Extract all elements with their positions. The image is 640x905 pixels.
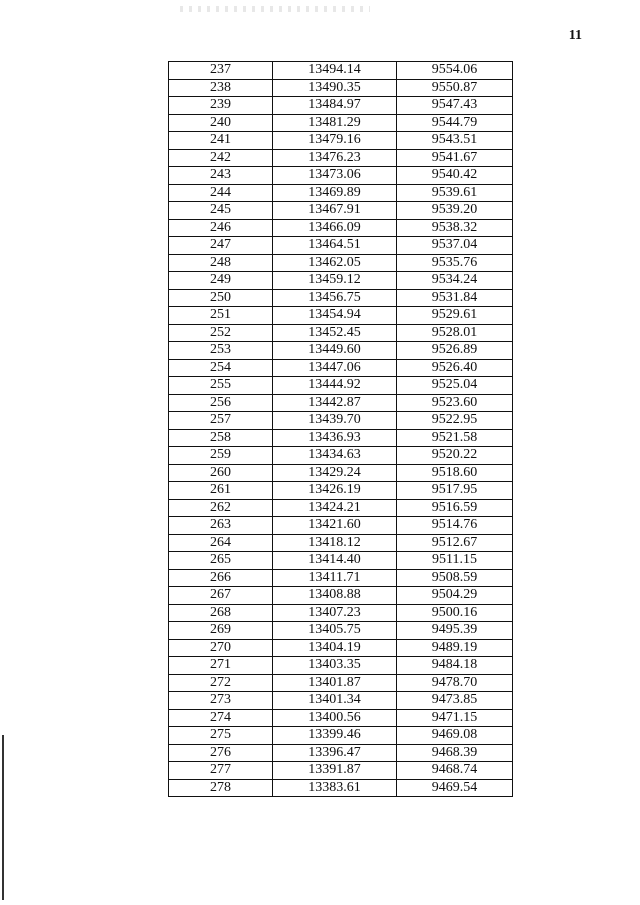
- y-coordinate-cell: 9522.95: [397, 412, 513, 430]
- point-number-cell: 261: [169, 482, 273, 500]
- x-coordinate-cell: 13414.40: [273, 552, 397, 570]
- y-coordinate-cell: 9547.43: [397, 97, 513, 115]
- y-coordinate-cell: 9516.59: [397, 499, 513, 517]
- point-number-cell: 264: [169, 534, 273, 552]
- table-row: [169, 394, 513, 412]
- page-number: 11: [568, 28, 582, 43]
- point-number-cell: 242: [169, 149, 273, 167]
- table-row: [169, 219, 513, 237]
- x-coordinate-cell: 13479.16: [273, 132, 397, 150]
- point-number-cell: 258: [169, 429, 273, 447]
- point-number-cell: 257: [169, 412, 273, 430]
- x-coordinate-cell: 13400.56: [273, 709, 397, 727]
- table-row: [169, 692, 513, 710]
- table-row: [169, 499, 513, 517]
- y-coordinate-cell: 9541.67: [397, 149, 513, 167]
- table-row: [169, 359, 513, 377]
- point-number-cell: 277: [169, 762, 273, 780]
- y-coordinate-cell: 9539.20: [397, 202, 513, 220]
- y-coordinate-cell: 9539.61: [397, 184, 513, 202]
- y-coordinate-cell: 9521.58: [397, 429, 513, 447]
- y-coordinate-cell: 9520.22: [397, 447, 513, 465]
- y-coordinate-cell: 9514.76: [397, 517, 513, 535]
- y-coordinate-cell: 9511.15: [397, 552, 513, 570]
- x-coordinate-cell: 13421.60: [273, 517, 397, 535]
- table-row: [169, 779, 513, 797]
- y-coordinate-cell: 9528.01: [397, 324, 513, 342]
- point-number-cell: 253: [169, 342, 273, 360]
- x-coordinate-cell: 13444.92: [273, 377, 397, 395]
- point-number-cell: 251: [169, 307, 273, 325]
- point-number-cell: 270: [169, 639, 273, 657]
- table-row: [169, 167, 513, 185]
- point-number-cell: 250: [169, 289, 273, 307]
- point-number-cell: 252: [169, 324, 273, 342]
- scan-edge-line: [2, 735, 4, 900]
- table-row: [169, 657, 513, 675]
- y-coordinate-cell: 9526.40: [397, 359, 513, 377]
- point-number-cell: 267: [169, 587, 273, 605]
- point-number-cell: 238: [169, 79, 273, 97]
- point-number-cell: 266: [169, 569, 273, 587]
- point-number-cell: 260: [169, 464, 273, 482]
- x-coordinate-cell: 13411.71: [273, 569, 397, 587]
- x-coordinate-cell: 13404.19: [273, 639, 397, 657]
- point-number-cell: 262: [169, 499, 273, 517]
- coordinate-table: [168, 61, 513, 797]
- y-coordinate-cell: 9544.79: [397, 114, 513, 132]
- y-coordinate-cell: 9468.74: [397, 762, 513, 780]
- scan-artifact: [180, 6, 370, 12]
- table-row: [169, 762, 513, 780]
- point-number-cell: 268: [169, 604, 273, 622]
- x-coordinate-cell: 13469.89: [273, 184, 397, 202]
- point-number-cell: 249: [169, 272, 273, 290]
- x-coordinate-cell: 13464.51: [273, 237, 397, 255]
- x-coordinate-cell: 13434.63: [273, 447, 397, 465]
- table-row: [169, 429, 513, 447]
- y-coordinate-cell: 9512.67: [397, 534, 513, 552]
- table-row: [169, 114, 513, 132]
- point-number-cell: 263: [169, 517, 273, 535]
- y-coordinate-cell: 9518.60: [397, 464, 513, 482]
- x-coordinate-cell: 13447.06: [273, 359, 397, 377]
- y-coordinate-cell: 9543.51: [397, 132, 513, 150]
- x-coordinate-cell: 13481.29: [273, 114, 397, 132]
- table-row: [169, 517, 513, 535]
- y-coordinate-cell: 9484.18: [397, 657, 513, 675]
- x-coordinate-cell: 13452.45: [273, 324, 397, 342]
- y-coordinate-cell: 9550.87: [397, 79, 513, 97]
- table-row: [169, 604, 513, 622]
- point-number-cell: 265: [169, 552, 273, 570]
- table-row: [169, 324, 513, 342]
- y-coordinate-cell: 9534.24: [397, 272, 513, 290]
- y-coordinate-cell: 9523.60: [397, 394, 513, 412]
- table-row: [169, 412, 513, 430]
- y-coordinate-cell: 9478.70: [397, 674, 513, 692]
- x-coordinate-cell: 13467.91: [273, 202, 397, 220]
- table-row: [169, 62, 513, 80]
- y-coordinate-cell: 9489.19: [397, 639, 513, 657]
- point-number-cell: 246: [169, 219, 273, 237]
- x-coordinate-cell: 13473.06: [273, 167, 397, 185]
- table-row: [169, 587, 513, 605]
- y-coordinate-cell: 9468.39: [397, 744, 513, 762]
- y-coordinate-cell: 9495.39: [397, 622, 513, 640]
- x-coordinate-cell: 13391.87: [273, 762, 397, 780]
- point-number-cell: 244: [169, 184, 273, 202]
- point-number-cell: 259: [169, 447, 273, 465]
- x-coordinate-cell: 13449.60: [273, 342, 397, 360]
- point-number-cell: 273: [169, 692, 273, 710]
- x-coordinate-cell: 13418.12: [273, 534, 397, 552]
- x-coordinate-cell: 13426.19: [273, 482, 397, 500]
- y-coordinate-cell: 9517.95: [397, 482, 513, 500]
- table-row: [169, 289, 513, 307]
- x-coordinate-cell: 13442.87: [273, 394, 397, 412]
- x-coordinate-cell: 13459.12: [273, 272, 397, 290]
- point-number-cell: 255: [169, 377, 273, 395]
- y-coordinate-cell: 9469.08: [397, 727, 513, 745]
- x-coordinate-cell: 13405.75: [273, 622, 397, 640]
- x-coordinate-cell: 13401.34: [273, 692, 397, 710]
- table-row: [169, 482, 513, 500]
- point-number-cell: 237: [169, 62, 273, 80]
- y-coordinate-cell: 9508.59: [397, 569, 513, 587]
- point-number-cell: 248: [169, 254, 273, 272]
- table-row: [169, 377, 513, 395]
- table-row: [169, 307, 513, 325]
- coordinate-table-body: [169, 62, 513, 797]
- point-number-cell: 245: [169, 202, 273, 220]
- table-row: [169, 552, 513, 570]
- y-coordinate-cell: 9504.29: [397, 587, 513, 605]
- table-row: [169, 534, 513, 552]
- x-coordinate-cell: 13396.47: [273, 744, 397, 762]
- x-coordinate-cell: 13383.61: [273, 779, 397, 797]
- x-coordinate-cell: 13456.75: [273, 289, 397, 307]
- x-coordinate-cell: 13484.97: [273, 97, 397, 115]
- x-coordinate-cell: 13436.93: [273, 429, 397, 447]
- point-number-cell: 275: [169, 727, 273, 745]
- table-row: [169, 727, 513, 745]
- table-row: [169, 464, 513, 482]
- y-coordinate-cell: 9529.61: [397, 307, 513, 325]
- table-row: [169, 342, 513, 360]
- x-coordinate-cell: 13401.87: [273, 674, 397, 692]
- x-coordinate-cell: 13439.70: [273, 412, 397, 430]
- y-coordinate-cell: 9535.76: [397, 254, 513, 272]
- x-coordinate-cell: 13399.46: [273, 727, 397, 745]
- table-row: [169, 674, 513, 692]
- point-number-cell: 256: [169, 394, 273, 412]
- table-row: [169, 447, 513, 465]
- x-coordinate-cell: 13476.23: [273, 149, 397, 167]
- point-number-cell: 239: [169, 97, 273, 115]
- table-row: [169, 79, 513, 97]
- x-coordinate-cell: 13494.14: [273, 62, 397, 80]
- point-number-cell: 254: [169, 359, 273, 377]
- x-coordinate-cell: 13408.88: [273, 587, 397, 605]
- table-row: [169, 132, 513, 150]
- y-coordinate-cell: 9500.16: [397, 604, 513, 622]
- y-coordinate-cell: 9538.32: [397, 219, 513, 237]
- y-coordinate-cell: 9473.85: [397, 692, 513, 710]
- y-coordinate-cell: 9525.04: [397, 377, 513, 395]
- table-row: [169, 744, 513, 762]
- table-row: [169, 184, 513, 202]
- table-row: [169, 254, 513, 272]
- y-coordinate-cell: 9537.04: [397, 237, 513, 255]
- point-number-cell: 269: [169, 622, 273, 640]
- table-row: [169, 272, 513, 290]
- table-row: [169, 149, 513, 167]
- table-row: [169, 569, 513, 587]
- x-coordinate-cell: 13466.09: [273, 219, 397, 237]
- point-number-cell: 241: [169, 132, 273, 150]
- x-coordinate-cell: 13424.21: [273, 499, 397, 517]
- x-coordinate-cell: 13490.35: [273, 79, 397, 97]
- table-row: [169, 202, 513, 220]
- y-coordinate-cell: 9526.89: [397, 342, 513, 360]
- table-row: [169, 709, 513, 727]
- y-coordinate-cell: 9531.84: [397, 289, 513, 307]
- point-number-cell: 272: [169, 674, 273, 692]
- x-coordinate-cell: 13403.35: [273, 657, 397, 675]
- point-number-cell: 276: [169, 744, 273, 762]
- y-coordinate-cell: 9554.06: [397, 62, 513, 80]
- x-coordinate-cell: 13429.24: [273, 464, 397, 482]
- table-row: [169, 639, 513, 657]
- point-number-cell: 271: [169, 657, 273, 675]
- table-row: [169, 237, 513, 255]
- x-coordinate-cell: 13454.94: [273, 307, 397, 325]
- y-coordinate-cell: 9540.42: [397, 167, 513, 185]
- point-number-cell: 278: [169, 779, 273, 797]
- point-number-cell: 247: [169, 237, 273, 255]
- x-coordinate-cell: 13407.23: [273, 604, 397, 622]
- x-coordinate-cell: 13462.05: [273, 254, 397, 272]
- table-row: [169, 622, 513, 640]
- y-coordinate-cell: 9471.15: [397, 709, 513, 727]
- point-number-cell: 240: [169, 114, 273, 132]
- point-number-cell: 274: [169, 709, 273, 727]
- y-coordinate-cell: 9469.54: [397, 779, 513, 797]
- coordinate-table-wrapper: [168, 61, 512, 797]
- point-number-cell: 243: [169, 167, 273, 185]
- table-row: [169, 97, 513, 115]
